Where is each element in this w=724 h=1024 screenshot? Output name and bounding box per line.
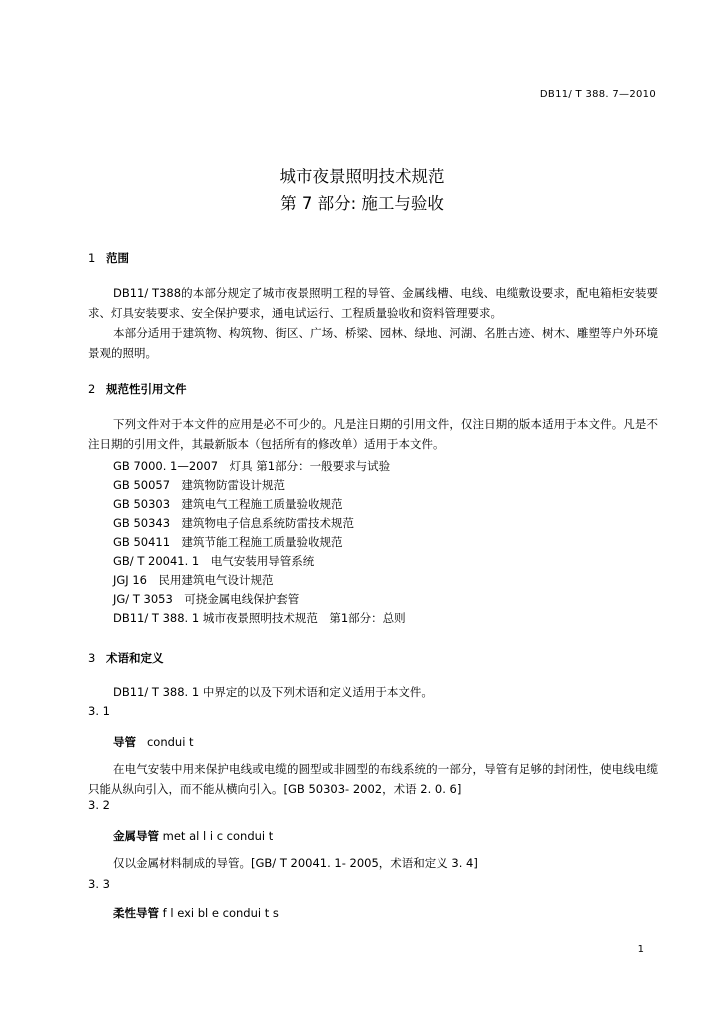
term-number: 3. 3: [88, 877, 110, 891]
section-number: 1: [88, 251, 96, 265]
term-entry: [113, 905, 279, 921]
term-number: 3. 2: [88, 798, 110, 812]
reference-item: GB 7000. 1—2007 灯具 第1部分：一般要求与试验: [113, 459, 391, 473]
term-chinese: 柔性导管: [113, 906, 159, 920]
section-heading-terms: [88, 650, 164, 666]
term-english: condui t: [146, 735, 194, 749]
reference-item: GB 50411 建筑节能工程施工质量验收规范: [113, 535, 343, 549]
document-title: 城市夜景照明技术规范: [279, 167, 445, 186]
reference-item: GB 50303 建筑电气工程施工质量验收规范: [113, 497, 343, 511]
term-english: f l exi bl e condui t s: [162, 906, 279, 920]
section-title: 术语和定义: [106, 651, 164, 665]
term-entry: [113, 828, 273, 844]
section-intro: DB11/ T 388. 1 中界定的以及下列术语和定义适用于本文件。: [113, 685, 433, 699]
document-subtitle: 第 7 部分: 施工与验收: [280, 194, 444, 213]
term-definition: 仅以金属材料制成的导管。[GB/ T 20041. 1- 2005，术语和定义 3. 4]: [113, 856, 478, 870]
section-heading-normative-references: [88, 381, 187, 397]
term-entry: [113, 734, 194, 750]
reference-item: DB11/ T 388. 1 城市夜景照明技术规范 第1部分：总则: [113, 611, 406, 625]
paragraph: DB11/ T388的本部分规定了城市夜景照明工程的导管、金属线槽、电线、电缆敷设要求，配电箱柜安装要求、灯具安装要求、安全保护要求，通电试运行、工程质量验收和资料管理要求。: [88, 286, 658, 320]
page-number: 1: [637, 944, 644, 955]
term-definition: 在电气安装中用来保护电线或电缆的圆型或非圆型的布线系统的一部分，导管有足够的封闭性，使电线电缆只能从纵向引入，而不能从横向引入。[GB 50303- 2002，术语 2. 0. 6]: [88, 762, 658, 796]
paragraph: 下列文件对于本文件的应用是必不可少的。凡是注日期的引用文件，仅注日期的版本适用于本文件。凡是不注日期的引用文件，其最新版本（包括所有的修改单）适用于本文件。: [88, 417, 658, 451]
reference-item: JG/ T 3053 可挠金属电线保护套管: [113, 592, 300, 606]
section-number: 2: [88, 382, 96, 396]
paragraph: 本部分适用于建筑物、构筑物、街区、广场、桥梁、园林、绿地、河湖、名胜古迹、树木、雕塑等户外环境景观的照明。: [88, 326, 658, 360]
section-number: 3: [88, 651, 96, 665]
term-english: met al l i c condui t: [162, 829, 274, 843]
section-heading-scope: [88, 250, 129, 266]
section-title: 规范性引用文件: [106, 382, 187, 396]
reference-item: JGJ 16 民用建筑电气设计规范: [113, 573, 274, 587]
term-chinese: 导管: [113, 735, 136, 749]
reference-item: GB 50343 建筑物电子信息系统防雷技术规范: [113, 516, 355, 530]
reference-item: GB/ T 20041. 1 电气安装用导管系统: [113, 554, 315, 568]
term-chinese: 金属导管: [113, 829, 159, 843]
reference-item: GB 50057 建筑物防雷设计规范: [113, 478, 286, 492]
section-title: 范围: [106, 251, 129, 265]
document-code: DB11/ T 388. 7—2010: [539, 89, 656, 100]
term-number: 3. 1: [88, 704, 110, 718]
